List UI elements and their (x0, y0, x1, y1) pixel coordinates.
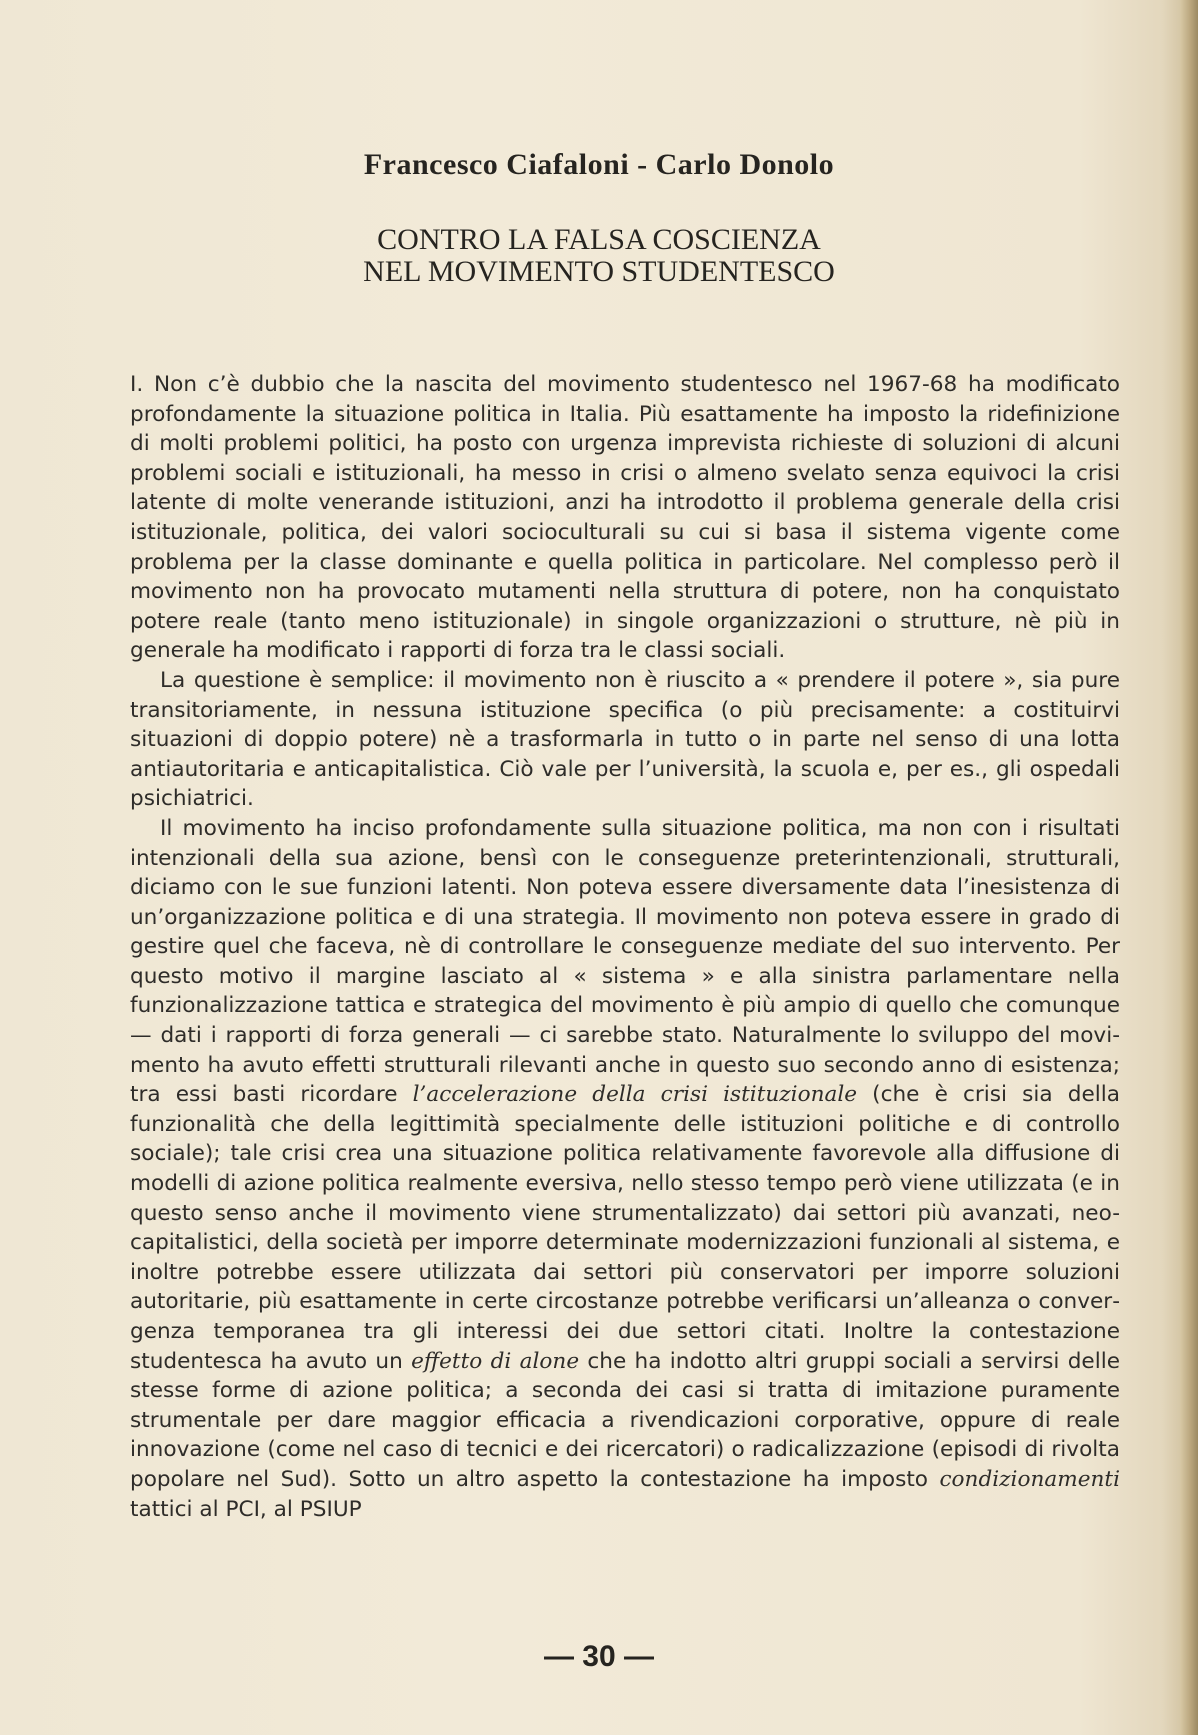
article-body (130, 370, 1120, 1524)
title-line-2: NEL MOVIMENTO STUDENTESCO (363, 255, 835, 288)
paragraph-3-text-b: (che è crisi sia della funzionalità che della legittimità specialmente delle istituzioni politiche e di controllo sociale); tale crisi crea una situazione politica relativamente favorevole alla diffusione di modelli di azione politica realmente eversiva, nello stesso tempo però viene utilizzata (e in questo senso anche il movimento viene strumentalizzato) dai settori più avanzati, neo-capitalistici, della società per imporre determinate modernizzazioni funzionali al sistema, e inoltre potrebbe essere utilizzata dai settori più conservatori per imporre soluzioni autoritarie, più esattamente in certe circostanze potrebbe verificarsi un’alleanza o convergenza temporanea tra gli interessi dei due settori citati. Inoltre la contestazione studentesca ha avuto un (130, 1082, 1120, 1374)
paragraph-3-italic-3: condizionamenti (939, 1466, 1120, 1492)
paragraph-2: La questione è semplice: il movimento non è riuscito a « prendere il potere », sia pure transitoriamente, in nessuna istituzione specifica (o più precisamente: a costituirvi situazioni di doppio potere) nè a trasformarla in tutto o in parte nel senso di una lotta antiautoritaria e anticapitalistica. Ciò vale per l’università, la scuola e, per es., gli ospedali psichiatrici. (130, 667, 1120, 812)
paragraph-3 (130, 814, 1120, 1524)
article-authors: Francesco Ciafaloni - Carlo Donolo (363, 148, 835, 181)
paragraph-3-italic-1: l’accelerazione della crisi istituzionale (412, 1082, 858, 1108)
title-line-1: CONTRO LA FALSA COSCIENZA (377, 223, 821, 256)
paragraph-3-text-c: che ha indotto altri gruppi sociali a servirsi delle stesse forme di azione politica; a seconda dei casi si tratta di imitazione puramente strumentale per dare maggior efficacia a rivendicazioni corporative, oppure di reale innovazione (come nel caso di tecnici e dei ricercatori) o radicalizzazione (episodi di rivolta popolare nel Sud). Sotto un altro aspetto la contestazione ha imposto (130, 1348, 1121, 1492)
article-title (0, 224, 1198, 288)
paragraph-3-italic-2: effetto di alone (411, 1348, 580, 1374)
page-number: — 30 — (543, 1640, 655, 1673)
paragraph-3-text-a: Il movimento ha inciso profondamente sulla situazione politica, ma non con i risultati intenzionali della sua azione, bensì con le conseguenze preterintenzionali, strutturali, diciamo con le sue funzioni latenti. Non poteva essere diversamente data l’inesistenza di un’organizzazione politica e di una strategia. Il movimento non poteva essere in grado di gestire quel che faceva, nè di controllare le conseguenze mediate del suo intervento. Per questo motivo il margine lasciato al « sistema » e alla sinistra parlamentare nella funzionalizzazione tattica e strategica del movimento è più ampio di quello che comunque — dati i rapporti di forza generali — ci sarebbe stato. Naturalmente lo sviluppo del movimento ha avuto effetti strutturali rilevanti anche in questo suo secondo anno di esistenza; tra essi basti ricordare (130, 815, 1120, 1108)
paragraph-3-text-d: tattici al PCI, al PSIUP (130, 1496, 362, 1522)
paragraph-1: I. Non c’è dubbio che la nascita del movimento studentesco nel 1967-68 ha modificato profondamente la situazione politica in Italia. Più esattamente ha imposto la ridefinizione di molti problemi politici, ha posto con urgenza imprevista richieste di soluzioni di alcuni problemi sociali e istituzionali, ha messo in crisi o almeno svelato senza equivoci la crisi latente di molte venerande istituzioni, anzi ha introdotto il problema generale della crisi istituzionale, politica, dei valori socioculturali su cui si basa il sistema vigente come problema per la classe dominante e quella politica in particolare. Nel complesso però il movimento non ha provocato mutamenti nella struttura di potere, non ha conquistato potere reale (tanto meno istituzionale) in singole organizzazioni o strutture, nè più in generale ha modificato i rapporti di forza tra le classi sociali. (130, 372, 1120, 664)
